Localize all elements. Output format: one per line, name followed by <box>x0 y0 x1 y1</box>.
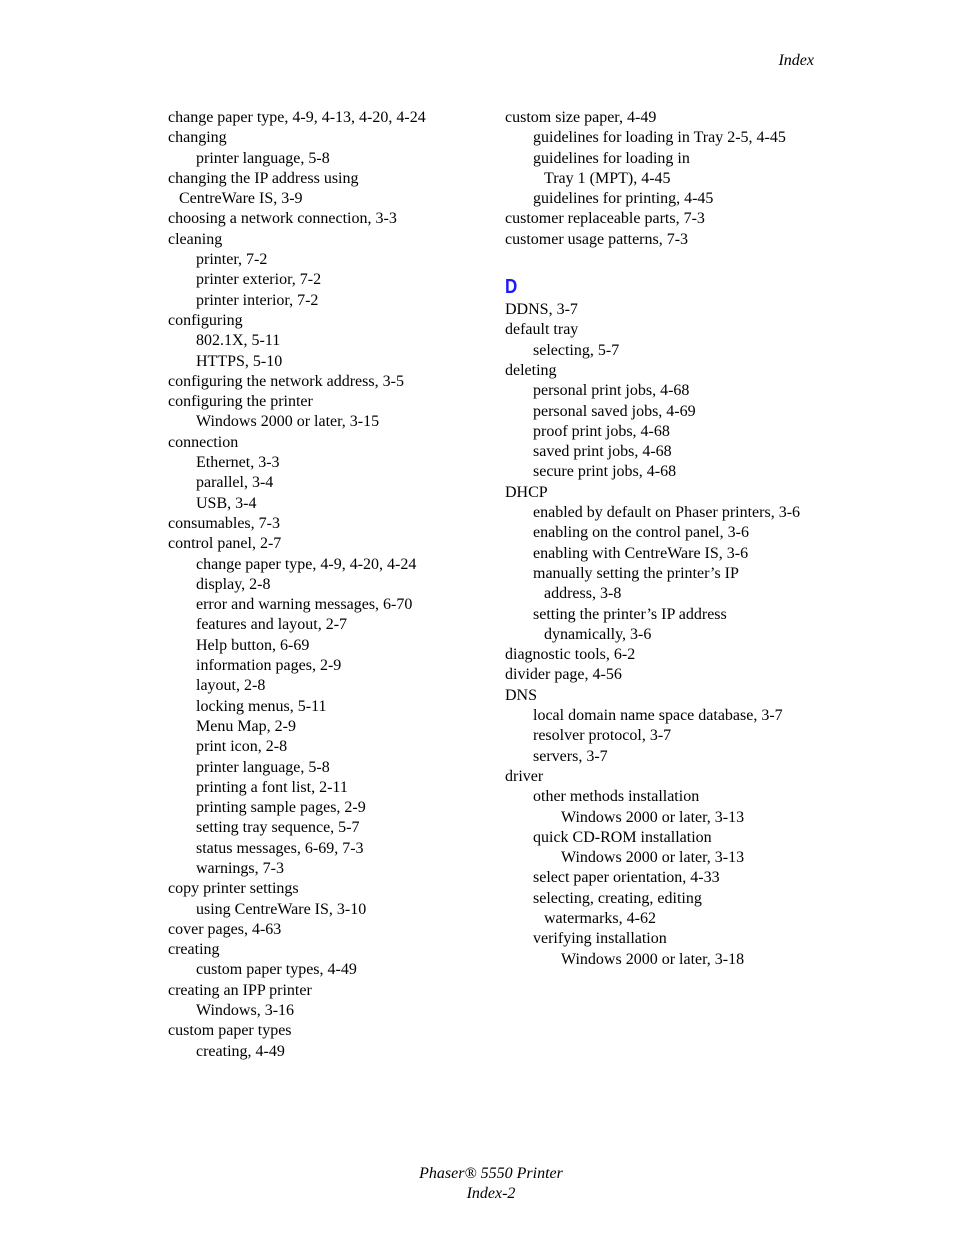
index-entry: status messages, 6-69, 7-3 <box>196 839 364 857</box>
index-entry: Help button, 6-69 <box>196 636 310 654</box>
index-entry: verifying installation <box>533 930 667 948</box>
section-letter-d: D <box>505 276 518 299</box>
index-entry: printer language, 5-8 <box>196 149 330 167</box>
index-entry: Windows 2000 or later, 3-13 <box>561 849 745 867</box>
index-entry: setting the printer’s IP address <box>533 605 727 623</box>
index-entry: divider page, 4-56 <box>505 666 622 684</box>
index-entry: changing <box>168 129 227 147</box>
index-entry: printing sample pages, 2-9 <box>196 799 366 817</box>
index-column-right <box>505 108 835 970</box>
index-entry: configuring <box>168 311 243 329</box>
index-entry: customer usage patterns, 7-3 <box>505 230 689 248</box>
index-entry: printer, 7-2 <box>196 251 268 269</box>
index-entry: creating an IPP printer <box>168 981 312 999</box>
index-entry: parallel, 3-4 <box>196 474 274 492</box>
index-entry: Windows 2000 or later, 3-13 <box>561 808 745 826</box>
index-entry: setting tray sequence, 5-7 <box>196 819 360 837</box>
index-entry: Windows, 3-16 <box>196 1002 295 1020</box>
index-entry: connection <box>168 433 239 451</box>
index-entry: locking menus, 5-11 <box>196 697 327 715</box>
index-entry: custom paper types <box>168 1022 292 1040</box>
index-entry: local domain name space database, 3-7 <box>533 707 783 725</box>
index-entry: error and warning messages, 6-70 <box>196 596 413 614</box>
index-entry: enabled by default on Phaser printers, 3-6 <box>533 504 801 522</box>
index-entry: Windows 2000 or later, 3-15 <box>196 413 380 431</box>
index-entry: printing a font list, 2-11 <box>196 778 348 796</box>
running-header: Index <box>778 52 814 69</box>
index-entry: using CentreWare IS, 3-10 <box>196 900 367 918</box>
index-entry: Menu Map, 2-9 <box>196 717 296 735</box>
index-entry: print icon, 2-8 <box>196 738 288 756</box>
index-entry: change paper type, 4-9, 4-20, 4-24 <box>196 555 417 573</box>
index-entry: CentreWare IS, 3-9 <box>179 190 303 208</box>
index-entry: creating <box>168 941 220 959</box>
index-entry: driver <box>505 767 544 785</box>
index-entry: enabling on the control panel, 3-6 <box>533 524 749 542</box>
footer-product: Phaser® 5550 Printer <box>419 1165 563 1182</box>
index-entry: 802.1X, 5-11 <box>196 332 281 350</box>
index-column-left <box>168 108 488 1062</box>
index-entry: customer replaceable parts, 7-3 <box>505 210 705 228</box>
index-entry: selecting, creating, editing <box>533 889 702 907</box>
index-entry: HTTPS, 5-10 <box>196 352 283 370</box>
index-entry: warnings, 7-3 <box>196 859 284 877</box>
index-entry: change paper type, 4-9, 4-13, 4-20, 4-24 <box>168 109 426 126</box>
index-entry: manually setting the printer’s IP <box>533 564 739 582</box>
index-entry: DNS <box>505 686 538 704</box>
index-entry: custom size paper, 4-49 <box>505 109 657 126</box>
index-entry: enabling with CentreWare IS, 3-6 <box>533 544 749 562</box>
index-entry: configuring the network address, 3-5 <box>168 372 404 390</box>
index-entry: USB, 3-4 <box>196 494 257 512</box>
index-entry: display, 2-8 <box>196 575 271 593</box>
index-entry: Tray 1 (MPT), 4-45 <box>544 169 671 187</box>
index-entry: address, 3-8 <box>544 585 622 603</box>
index-entry: saved print jobs, 4-68 <box>533 443 672 461</box>
index-entry: DHCP <box>505 483 548 501</box>
index-entry: guidelines for printing, 4-45 <box>533 190 714 208</box>
index-entry: selecting, 5-7 <box>533 341 620 359</box>
page-footer <box>0 1164 954 1204</box>
index-entry: deleting <box>505 361 557 379</box>
index-entry: choosing a network connection, 3-3 <box>168 210 397 228</box>
index-entry: Ethernet, 3-3 <box>196 454 280 472</box>
index-entry: default tray <box>505 321 579 339</box>
index-entry: guidelines for loading in Tray 2-5, 4-45 <box>533 129 786 147</box>
index-entry: dynamically, 3-6 <box>544 625 652 643</box>
index-entry: diagnostic tools, 6-2 <box>505 646 636 664</box>
index-entry: cover pages, 4-63 <box>168 920 282 938</box>
index-entry: DDNS, 3-7 <box>505 301 578 319</box>
index-entry: other methods installation <box>533 788 700 806</box>
index-entry: Windows 2000 or later, 3-18 <box>561 950 745 968</box>
index-entry: personal saved jobs, 4-69 <box>533 402 696 420</box>
index-entry: copy printer settings <box>168 880 299 898</box>
index-entry: layout, 2-8 <box>196 677 266 695</box>
index-entry: printer language, 5-8 <box>196 758 330 776</box>
index-entry: creating, 4-49 <box>196 1042 285 1060</box>
index-entry: control panel, 2-7 <box>168 535 282 553</box>
index-entry: watermarks, 4-62 <box>544 909 656 927</box>
index-entry: features and layout, 2-7 <box>196 616 348 634</box>
index-entry: cleaning <box>168 230 223 248</box>
index-entry: quick CD-ROM installation <box>533 828 712 846</box>
index-entry: configuring the printer <box>168 393 313 411</box>
index-entry: consumables, 7-3 <box>168 514 280 532</box>
index-entry: select paper orientation, 4-33 <box>533 869 720 887</box>
index-entry: changing the IP address using <box>168 169 359 187</box>
index-entry: guidelines for loading in <box>533 149 690 167</box>
index-entry: printer interior, 7-2 <box>196 291 319 309</box>
index-entry: resolver protocol, 3-7 <box>533 727 672 745</box>
index-entry: proof print jobs, 4-68 <box>533 422 670 440</box>
index-entry: printer exterior, 7-2 <box>196 271 322 289</box>
index-entry: servers, 3-7 <box>533 747 608 765</box>
footer-page-number: Index-2 <box>466 1185 516 1202</box>
index-entry: information pages, 2-9 <box>196 657 342 675</box>
index-entry: custom paper types, 4-49 <box>196 961 357 979</box>
index-entry: personal print jobs, 4-68 <box>533 382 690 400</box>
index-entry: secure print jobs, 4-68 <box>533 463 677 481</box>
